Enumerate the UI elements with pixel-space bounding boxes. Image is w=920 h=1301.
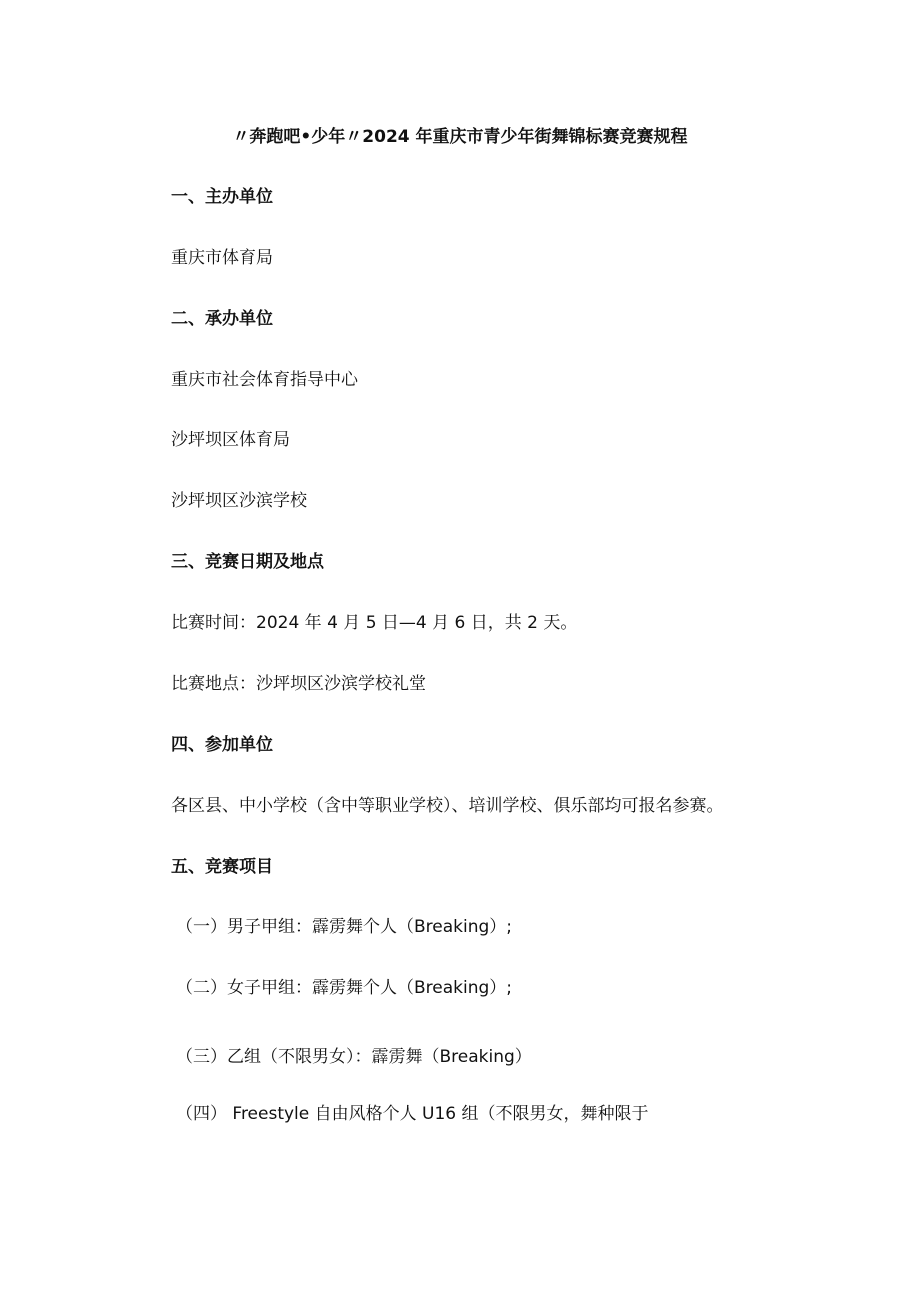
host-unit-3: 沙坪坝区沙滨学校 [171,491,307,511]
section-heading-events: 五、竞赛项目 [171,857,273,877]
document-title: 〃奔跑吧•少年〃2024 年重庆市青少年街舞锦标赛竞赛规程 [232,127,688,147]
event-item-3: （三）乙组（不限男女）：霹雳舞（Breaking） [176,1047,532,1067]
competition-time: 比赛时间：2024 年 4 月 5 日—4 月 6 日，共 2 天。 [171,613,578,633]
competition-venue: 比赛地点：沙坪坝区沙滨学校礼堂 [171,674,426,694]
participants-description: 各区县、中小学校（含中等职业学校）、培训学校、俱乐部均可报名参赛。 [171,796,724,816]
section-heading-host: 二、承办单位 [171,309,273,329]
event-item-4: （四） Freestyle 自由风格个人 U16 组（不限男女，舞种限于 [176,1104,649,1124]
event-item-2: （二）女子甲组：霹雳舞个人（Breaking）; [176,978,513,998]
section-heading-organizer: 一、主办单位 [171,187,273,207]
host-unit-2: 沙坪坝区体育局 [171,430,290,450]
section-heading-date-venue: 三、竞赛日期及地点 [171,552,324,572]
organizer-name: 重庆市体育局 [171,248,273,268]
section-heading-participants: 四、参加单位 [171,735,273,755]
event-item-1: （一）男子甲组：霹雳舞个人（Breaking）; [176,917,513,937]
host-unit-1: 重庆市社会体育指导中心 [171,370,358,390]
